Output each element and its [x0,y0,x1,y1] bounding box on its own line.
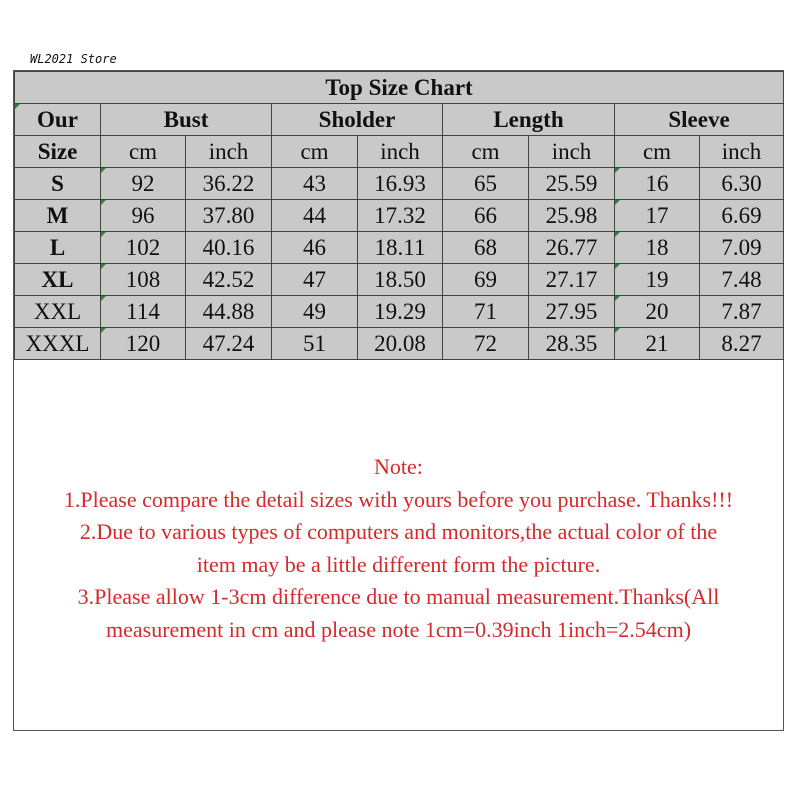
note-line: 3.Please allow 1-3cm difference due to manual measurement.Thanks(All [77,584,720,609]
table-cell: 49 [272,296,358,328]
table-cell: 18.50 [358,264,443,296]
table-cell: 66 [443,200,529,232]
table-cell: 25.59 [529,168,615,200]
note-line: 1.Please compare the detail sizes with yours before you purchase. Thanks!!! [63,486,734,512]
table-cell: 27.95 [529,296,615,328]
table-cell: 65 [443,168,529,200]
table-cell: 6.30 [700,168,784,200]
table-cell: 108 [101,264,186,296]
unit-header: inch [186,136,272,168]
table-cell: 51 [272,328,358,360]
size-header-top: Our [15,104,101,136]
table-cell: 7.87 [700,296,784,328]
size-chart-frame [13,70,784,731]
table-cell: 25.98 [529,200,615,232]
table-cell: 19 [615,264,700,296]
unit-header: cm [272,136,358,168]
table-cell: 46 [272,232,358,264]
table-row [15,200,784,232]
note-heading: Note: [374,454,423,479]
table-cell: 28.35 [529,328,615,360]
size-label: XL [15,264,101,296]
table-cell: 18 [615,232,700,264]
unit-header: inch [358,136,443,168]
table-cell: 37.80 [186,200,272,232]
unit-header: inch [700,136,784,168]
table-cell: 26.77 [529,232,615,264]
table-row [15,168,784,200]
table-cell: 47.24 [186,328,272,360]
table-cell: 114 [101,296,186,328]
table-cell: 8.27 [700,328,784,360]
table-cell: 40.16 [186,232,272,264]
table-cell: 17 [615,200,700,232]
group-header-sleeve: Sleeve [615,104,784,136]
table-cell: 17.32 [358,200,443,232]
table-cell: 72 [443,328,529,360]
unit-header: inch [529,136,615,168]
table-cell: 7.09 [700,232,784,264]
group-header-length: Length [443,104,615,136]
table-cell: 120 [101,328,186,360]
size-label: L [15,232,101,264]
table-row [15,232,784,264]
table-row [15,264,784,296]
table-cell: 36.22 [186,168,272,200]
table-row [15,328,784,360]
note-line: 2.Due to various types of computers and monitors,the actual color of the [79,519,718,544]
table-cell: 44 [272,200,358,232]
note-line: measurement in cm and please note 1cm=0.39inch 1inch=2.54cm) [105,616,692,642]
table-cell: 27.17 [529,264,615,296]
table-cell: 69 [443,264,529,296]
table-cell: 19.29 [358,296,443,328]
table-cell: 16.93 [358,168,443,200]
table-cell: 47 [272,264,358,296]
table-cell: 20 [615,296,700,328]
store-watermark: WL2021 Store [30,52,117,66]
table-cell: 102 [101,232,186,264]
table-cell: 21 [615,328,700,360]
table-cell: 42.52 [186,264,272,296]
chart-title: Top Size Chart [15,72,784,104]
table-cell: 92 [101,168,186,200]
size-label: M [15,200,101,232]
group-header-bust: Bust [101,104,272,136]
unit-header: cm [101,136,186,168]
size-label: S [15,168,101,200]
note-line: item may be a little different form the picture. [196,551,601,577]
table-cell: 6.69 [700,200,784,232]
unit-header: cm [615,136,700,168]
table-cell: 16 [615,168,700,200]
table-row [15,296,784,328]
table-cell: 18.11 [358,232,443,264]
table-cell: 44.88 [186,296,272,328]
table-cell: 7.48 [700,264,784,296]
unit-header: cm [443,136,529,168]
size-header-bottom: Size [15,136,101,168]
size-label: XXXL [15,328,101,360]
table-cell: 43 [272,168,358,200]
note-block [14,451,783,646]
group-header-sholder: Sholder [272,104,443,136]
table-cell: 20.08 [358,328,443,360]
table-cell: 96 [101,200,186,232]
table-cell: 71 [443,296,529,328]
size-label: XXL [15,296,101,328]
size-chart-table [14,71,784,360]
table-cell: 68 [443,232,529,264]
